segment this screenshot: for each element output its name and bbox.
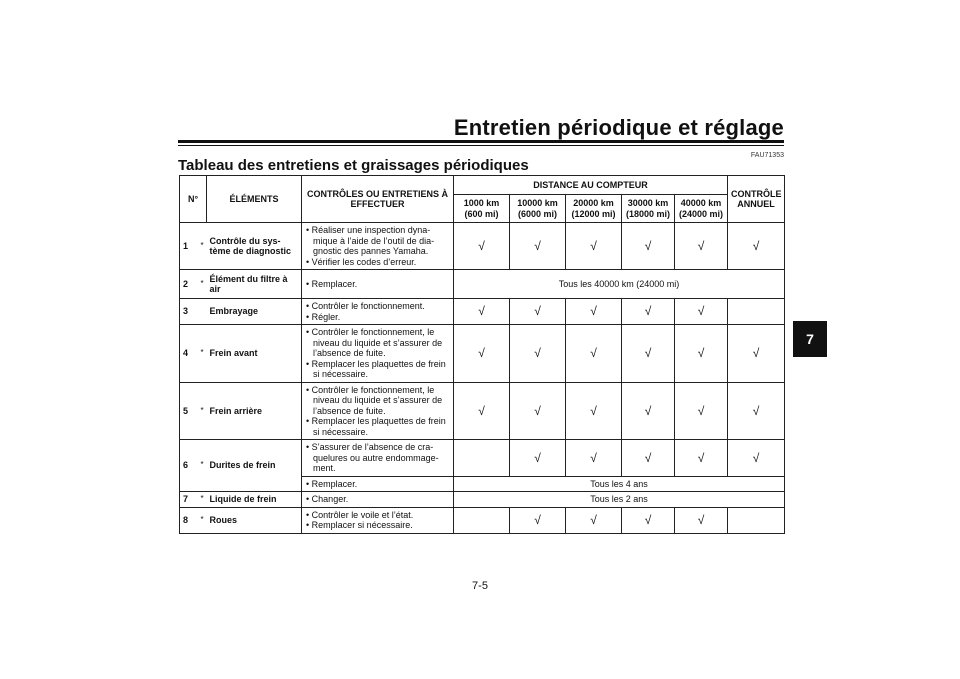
row-number: 1 [180,223,198,270]
check-mark: √ [510,325,566,383]
row-number: 8 [180,507,198,533]
table-row [180,299,785,325]
table-row [180,223,785,270]
check-mark: √ [566,440,622,477]
check-mark: √ [566,507,622,533]
row-item: Frein arrière [207,382,302,440]
check-mark: √ [566,299,622,325]
check-mark: √ [454,325,510,383]
check-mark: √ [675,382,728,440]
row-star: * [198,507,207,533]
check-mark: √ [622,382,675,440]
check-mark: √ [510,507,566,533]
check-mark: √ [510,299,566,325]
check-mark: √ [728,382,785,440]
row-star: * [198,223,207,270]
row-item: Contrôle du sys-tème de diagnostic [207,223,302,270]
check-mark: √ [566,223,622,270]
row-actions: • Réaliser une inspection dyna-mique à l’aide de l’outil de dia-gnostic des pannes Yamaha. • Vérifier les codes d’erreur. [302,223,454,270]
row-actions: • Remplacer. [302,476,454,492]
interval-text: Tous les 40000 km (24000 mi) [454,270,785,299]
table-row [180,270,785,299]
header-items: ÉLÉMENTS [207,176,302,223]
header-checks: CONTRÔLES OU ENTRETIENS À EFFECTUER [302,176,454,223]
empty-cell [728,507,785,533]
header-interval: 10000 km (6000 mi) [510,195,566,223]
row-actions: • Contrôler le voile et l’état. • Remplacer si nécessaire. [302,507,454,533]
header-distance: DISTANCE AU COMPTEUR [454,176,728,195]
header-interval: 20000 km (12000 mi) [566,195,622,223]
table-row [180,492,785,508]
title-rule-thin [178,145,784,146]
row-number: 5 [180,382,198,440]
section-title: Tableau des entretiens et graissages périodiques [178,157,529,174]
row-item: Roues [207,507,302,533]
check-mark: √ [566,325,622,383]
check-mark: √ [510,223,566,270]
row-number: 4 [180,325,198,383]
check-mark: √ [675,299,728,325]
row-actions: • Contrôler le fonctionnement. • Régler. [302,299,454,325]
row-actions: • Contrôler le fonctionnement, le niveau du liquide et s’assurer de l’absence de fuite. • Remplacer les plaquettes de frein si nécessaire. [302,325,454,383]
empty-cell [454,440,510,477]
empty-cell [728,299,785,325]
page-title: Entretien périodique et réglage [453,115,784,140]
check-mark: √ [675,325,728,383]
row-star [198,299,207,325]
check-mark: √ [622,325,675,383]
empty-cell [454,507,510,533]
header-interval: 40000 km (24000 mi) [675,195,728,223]
check-mark: √ [622,223,675,270]
check-mark: √ [622,299,675,325]
row-number: 7 [180,492,198,508]
check-mark: √ [728,440,785,477]
page-number: 7-5 [472,580,488,592]
row-number: 3 [180,299,198,325]
row-actions: • S’assurer de l’absence de cra-quelures ou autre endommage-ment. [302,440,454,477]
row-star: * [198,270,207,299]
check-mark: √ [454,223,510,270]
check-mark: √ [622,440,675,477]
document-code: FAU71353 [750,152,784,159]
row-star: * [198,325,207,383]
check-mark: √ [728,223,785,270]
check-mark: √ [454,299,510,325]
interval-text: Tous les 2 ans [454,492,785,508]
row-number: 2 [180,270,198,299]
maintenance-table [179,175,785,534]
table-row [180,440,785,477]
chapter-tab[interactable]: 7 [793,321,827,357]
check-mark: √ [675,440,728,477]
table-row [180,325,785,383]
row-star: * [198,440,207,492]
row-item: Élément du filtre à air [207,270,302,299]
header-annual: CONTRÔLE ANNUEL [728,176,785,223]
row-star: * [198,382,207,440]
row-number: 6 [180,440,198,492]
row-star: * [198,492,207,508]
check-mark: √ [510,440,566,477]
check-mark: √ [675,507,728,533]
row-actions: • Remplacer. [302,270,454,299]
table-row [180,382,785,440]
row-item: Durites de frein [207,440,302,492]
check-mark: √ [510,382,566,440]
check-mark: √ [566,382,622,440]
check-mark: √ [454,382,510,440]
row-item: Frein avant [207,325,302,383]
check-mark: √ [675,223,728,270]
row-item: Liquide de frein [207,492,302,508]
header-interval: 1000 km (600 mi) [454,195,510,223]
table-row [180,507,785,533]
row-actions: • Changer. [302,492,454,508]
row-actions: • Contrôler le fonctionnement, le niveau du liquide et s’assurer de l’absence de fuite. • Remplacer les plaquettes de frein si nécessaire. [302,382,454,440]
header-no: N° [180,176,207,223]
row-item: Embrayage [207,299,302,325]
interval-text: Tous les 4 ans [454,476,785,492]
title-rule [178,140,784,143]
check-mark: √ [728,325,785,383]
header-interval: 30000 km (18000 mi) [622,195,675,223]
check-mark: √ [622,507,675,533]
